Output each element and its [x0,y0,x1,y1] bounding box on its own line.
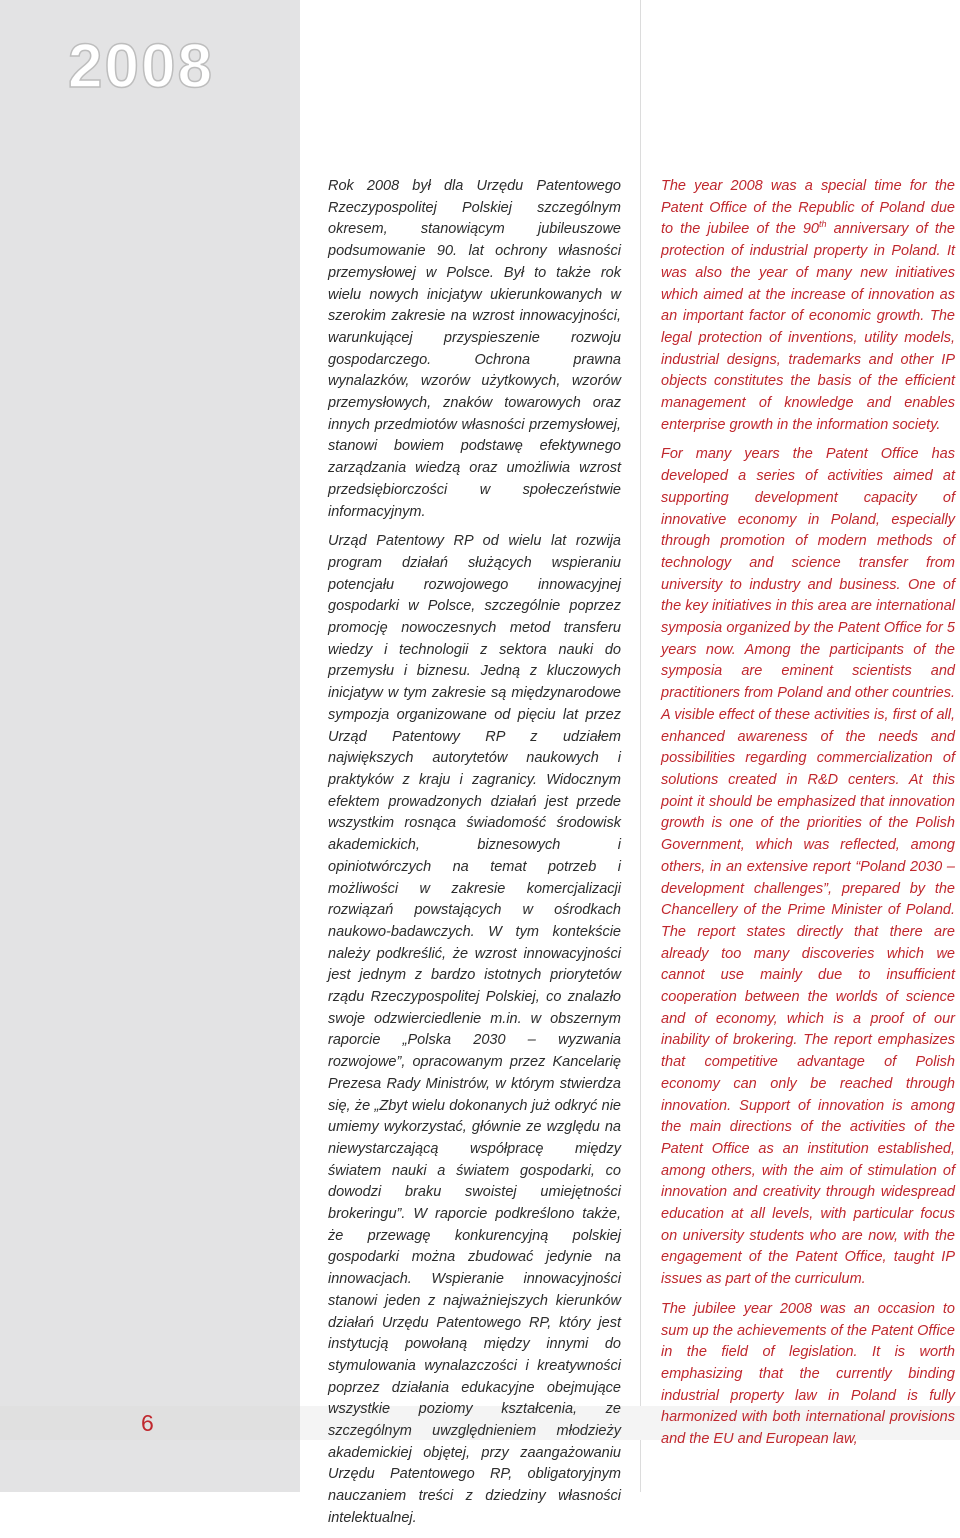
english-paragraph-1 [661,176,955,436]
english-paragraph-2: For many years the Patent Office has developed a series of activities aimed at supporting development capacity of innovative economy in Poland, especially through promotion of modern methods of technology and science transfer from university to industry and business. One of the key initiatives in this area are international symposia organized by the Patent Office for 5 years now. Among the participants of the symposia are eminent scientists and practitioners from Poland and other countries. A visible effect of these activities is, first of all, enhanced awareness of the needs and possibilities regarding commercialization of solutions created in R&D centers. At this point it should be emphasized that innovation growth is one of the priorities of the Polish Government, which was reflected, among others, in an extensive report “Poland 2030 – development challenges”, prepared by the Chancellery of the Prime Minister of Poland. The report states directly that there are already too many discoveries which we cannot use mainly due to insufficient cooperation between the worlds of science and of economy, which is a proof of our inability of brokering. The report emphasizes that competitive advantage of Polish economy can only be reached through innovation. Support of innovation is among the main directions of the activities of the Patent Office as an institution established, among others, with the aim of stimulation of innovation and creativity through widespread education at all levels, with particular focus on university students who are now, with the engagement of the Patent Office, taught IP issues as part of the curriculum. [661,446,955,1288]
polish-paragraph-1: Rok 2008 był dla Urzędu Patentowego Rzeczypospolitej Polskiej szczególnym okresem, stanowiącym jubileuszowe podsumowanie 90. lat ochrony własności przemysłowej w Polsce. Był to także rok wielu nowych inicjatyw ukierunkowanych w szerokim zakresie na wzrost innowacyjności, warunkującej przyspieszenie rozwoju gospodarczego. Ochrona prawna wynalazków, wzorów użytkowych, wzorów przemysłowych, znaków towarowych oraz innych przedmiotów własności przemysłowej, stanowi bowiem podstawę efektywnego zarządzania wiedzą oraz umożliwia wzrost przedsiębiorczości w społeczeństwie informacyjnym. [328,178,621,520]
page-number: 6 [141,1410,154,1436]
column-divider [640,0,641,1492]
left-sidebar [0,0,300,1492]
english-column [661,176,955,1459]
polish-paragraph-2: Urząd Patentowy RP od wielu lat rozwija program działań służących wspieraniu potencjału rozwojowego innowacyjnej gospodarki w Polsce, szczególnie poprzez promocję nowoczesnych metod transferu wiedzy i technologii z sektora nauki do przemysłu i biznesu. Jedną z kluczowych inicjatyw w tym zakresie są międzynarodowe sympozja organizowane od pięciu lat przez Urząd Patentowy RP z udziałem największych autorytetów naukowych i praktyków z kraju i zagranicy. Widocznym efektem prowadzonych działań jest przede wszystkim rosnąca świadomość środowisk akademickich, biznesowych i opiniotwórczych na temat potrzeb i możliwości w zakresie komercjalizacji rozwiązań powstających w ośrodkach naukowo-badawczych. W tym kontekście należy podkreślić, że wzrost innowacyjności jest jednym z bardzo istotnych priorytetów rządu Rzeczypospolitej Polskiej, co znalazło swoje odzwierciedlenie m.in. w obszernym raporcie „Polska 2030 – wyzwania rozwojowe”, opracowanym przez Kancelarię Prezesa Rady Ministrów, w którym stwierdza się, że „Zbyt wielu dokonanych już odkryć nie umiemy wykorzystać, głównie ze względu na niewystarczającą współpracę między światem nauki a światem gospodarki, co dowodzi braku swoistej umiejętności brokeringu”. W raporcie podkreślono także, że przewagę konkurencyjną polskiej gospodarki można zbudować jedynie na innowacjach. Wspieranie innowacyjności stanowi jeden z najważniejszych kierunków działań Urzędu Patentowego RP, który jest instytucją powołaną między innymi do stymulowania wynalazczości i kreatywności poprzez działania edukacyjne obejmujące wszystkie poziomy kształcenia, ze szczególnym uwzględnieniem młodzieży akademickiej objętej, przy zaangażowaniu Urzędu Patentowego RP, obligatoryjnym nauczaniem treści z dziedziny własności intelektualnej. [328,533,621,1526]
year-heading: 2008 [68,32,214,101]
english-p1-text-b: anniversary of the protection of industrial property in Poland. It was also the year of many new initiatives which aimed at the increase of innovation as an important factor of economic growth. The legal protection of inventions, utility models, industrial designs, trademarks and other IP objects constitutes the basis of the efficient management of knowledge and enables enterprise growth in the information society. [661,221,955,433]
english-paragraph-3: The jubilee year 2008 was an occasion to sum up the achievements of the Patent Office in the field of legislation. It is worth emphasizing that the currently binding industrial property law in Poland is fully harmonized with both international provisions and the EU and European law, [661,1300,955,1448]
polish-column [328,176,621,1538]
english-p1-superscript: th [819,219,827,230]
english-p1-text-a: The year 2008 was a special time for the Patent Office of the Republic of Poland due to the jubilee of the 90 [661,178,955,238]
